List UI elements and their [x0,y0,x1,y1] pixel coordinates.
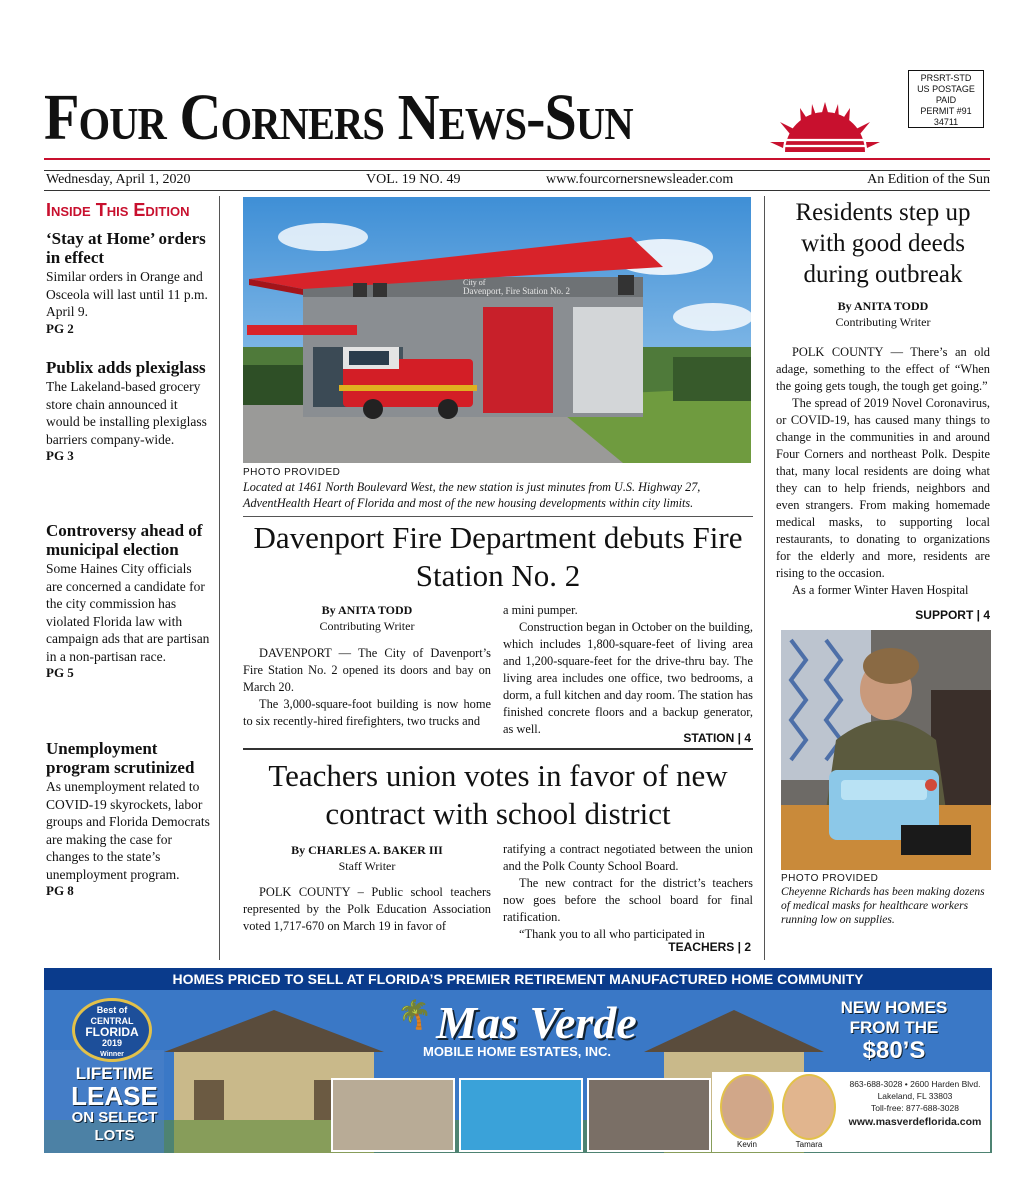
paragraph: The new contract for the district’s teachers now goes before the school board for final ratification. [503,876,753,924]
lease-line: ON SELECT [71,1109,158,1126]
contact-line: Toll-free: 877-688-3028 [871,1103,959,1113]
byline-role: Contributing Writer [835,315,931,329]
sewing-photo[interactable] [781,630,991,870]
issue-date: Wednesday, April 1, 2020 [46,172,191,187]
byline-author: By ANITA TODD [837,299,929,313]
paragraph: a mini pumper. [503,603,578,617]
masthead-red-rule [44,158,990,160]
paragraph: DAVENPORT — The City of Davenport’s Fire Station No. 2 opened its doors and bay on March 20. [243,646,491,694]
lease-line: LOTS [94,1127,135,1144]
column-divider [764,196,765,960]
inside-edition-title: Inside This Edition [46,200,190,220]
photo-credit: PHOTO PROVIDED [243,467,341,478]
inside-item-text: Similar orders in Orange and Osceola will last until 11 p.m. April 9. [46,269,208,319]
sewing-photo-caption: Cheyenne Richards has been making dozens of medical masks for healthcare workers running low on supplies. [781,886,985,926]
badge-line: FLORIDA [85,1025,139,1039]
ad-banner: HOMES PRICED TO SELL AT FLORIDA’S PREMIER RETIREMENT MANUFACTURED HOME COMMUNITY [44,968,992,990]
inside-item-headline: Unemployment program scrutinized [46,739,195,777]
teachers-story-col1 [243,884,491,935]
inside-item-page: PG 8 [46,883,74,898]
section-rule [243,516,753,517]
inside-item[interactable] [46,521,210,681]
paragraph: As a former Winter Haven Hospital [792,583,969,597]
lifetime-lease-text [52,1064,177,1144]
badge-line: 2019 [101,1038,123,1048]
website-link[interactable]: www.fourcornersnewsleader.com [546,172,734,187]
mas-verde-logo [372,998,662,1059]
byline-author: By CHARLES A. BAKER III [291,843,443,857]
main-headline[interactable]: Davenport Fire Department debuts Fire Station No. 2 [253,520,743,593]
residents-headline[interactable]: Residents step up with good deeds during outbreak [795,199,971,288]
agent-tamara-avatar [782,1074,836,1140]
mas-verde-ad[interactable] [44,968,992,1153]
dateline-rule [44,190,990,191]
inside-item-headline: ‘Stay at Home’ orders in effect [46,229,206,267]
issue-volume: VOL. 19 NO. 49 [366,172,461,187]
new-homes-line: $80’S [862,1037,926,1064]
inside-item-text: Some Haines City officials are concerned a candidate for the city commission has violated Florida law with campaign ads that are partisan in a non-partisan race. [46,561,210,664]
masthead-title: Four Corners News-Sun [44,81,633,154]
sewing-image [781,630,991,870]
brand-subtitle: MOBILE HOME ESTATES, INC. [422,1044,612,1059]
lease-line: LIFETIME [75,1064,154,1083]
station-sign-name: Davenport, Fire Station No. 2 [463,286,570,296]
pool-photo [459,1078,583,1152]
paragraph: The 3,000-square-foot building is now home to six recently-hired firefighters, two trucks and [243,697,491,728]
sewing-photo-credit: PHOTO PROVIDED [781,873,879,884]
contact-details [842,1078,988,1128]
inside-item-page: PG 5 [46,665,74,680]
paragraph: Construction began in October on the building, which includes 1,800-square-feet of living area and 1,200-square-feet for the drive-thru bay. The living area includes one office, two bedrooms, a dorm, a full kitchen and day room. The station has finished concrete floors and a backup generator, as well. [503,620,753,736]
fire-station-photo[interactable] [243,197,751,463]
teachers-story-col2 [503,841,753,943]
ad-website-link[interactable]: www.masverdeflorida.com [848,1116,982,1128]
teachers-headline[interactable]: Teachers union votes in favor of new contract with school district [268,758,728,831]
brand-name: Mas Verde [436,997,637,1048]
edition-note: An Edition of the Sun [867,172,990,187]
main-story-col1 [243,645,491,730]
paragraph: POLK COUNTY – Public school teachers represented by the Polk Education Association voted 1,717-670 on March 19 in favor of [243,885,491,933]
photo-caption: Located at 1461 North Boulevard West, the new station is just minutes from U.S. Highway 27, AdventHealth Heart of Florida and most of the new housing developments within city limits. [243,480,701,510]
inside-item[interactable] [46,358,210,464]
new-homes-text [809,998,979,1064]
dateline [46,172,990,190]
column-divider [219,196,220,960]
masthead-rule [44,170,990,171]
inside-item-headline: Controversy ahead of municipal election [46,521,203,559]
teachers-byline [243,842,491,874]
byline-role: Staff Writer [338,859,396,873]
inside-item[interactable] [46,739,210,899]
station-jump-link[interactable]: STATION | 4 [683,731,751,745]
lease-line: LEASE [71,1081,158,1111]
inside-item[interactable] [46,229,210,337]
teachers-jump-link[interactable]: TEACHERS | 2 [668,940,751,954]
byline-author: By ANITA TODD [321,603,413,617]
fire-station-image [243,197,751,463]
paragraph: ratifying a contract negotiated between the union and the Polk County School Board. [503,842,753,873]
sun-logo-icon [770,102,880,154]
main-byline [243,602,491,634]
inside-item-headline: Publix adds plexiglass [46,358,206,377]
best-of-badge [72,998,152,1062]
badge-line: Best of [96,1005,128,1015]
section-rule [243,748,753,750]
main-story-col2 [503,602,753,738]
agent-name: Tamara [795,1140,823,1149]
residents-story-text [776,344,990,599]
agent-kevin-avatar [720,1074,774,1140]
badge-line: Winner [100,1051,124,1058]
contact-line: 863-688-3028 • 2600 Harden Blvd. [849,1079,981,1089]
inside-item-page: PG 2 [46,320,74,336]
living-room-photo [331,1078,455,1152]
inside-item-text: As unemployment related to COVID-19 skyrockets, labor groups and Florida Democrats are making the case for changes to the state’s unemployment program. [46,779,210,882]
byline-role: Contributing Writer [319,619,415,633]
postage-permit-box: PRSRT-STD US POSTAGE PAID PERMIT #91 34711 [908,70,984,128]
palm-icon: 🌴 [397,1000,433,1031]
station-sign-city: City of [463,278,486,287]
badge-line: CENTRAL [90,1016,134,1026]
inside-item-text: The Lakeland-based grocery store chain announced it would be installing plexiglass barriers company-wide. [46,379,207,447]
paragraph: The spread of 2019 Novel Coronavirus, or COVID-19, has caused many things to change in the communities in and around Four Corners and northeast Polk. Despite that, many local residents are doing what they can to help friends, neighbors and even strangers. From making homemade medical masks, to supporting local restaurants, to donating to organizations for the elderly and more, residents are rising to the occasion. [776,396,990,580]
residents-byline [776,298,990,330]
agent-name: Kevin [736,1140,757,1149]
new-homes-line: NEW HOMES [840,998,948,1017]
paragraph: “Thank you to all who participated in [519,927,705,941]
contact-card [712,1072,990,1152]
contact-line: Lakeland, FL 33803 [877,1091,953,1101]
support-jump-link[interactable]: SUPPORT | 4 [915,608,990,622]
inside-item-page: PG 3 [46,448,74,463]
new-homes-line: FROM THE [849,1018,939,1037]
paragraph: POLK COUNTY — There’s an old adage, something to the effect of “When the going gets tough, the tough get going.” [776,345,990,393]
kitchen-photo [587,1078,711,1152]
